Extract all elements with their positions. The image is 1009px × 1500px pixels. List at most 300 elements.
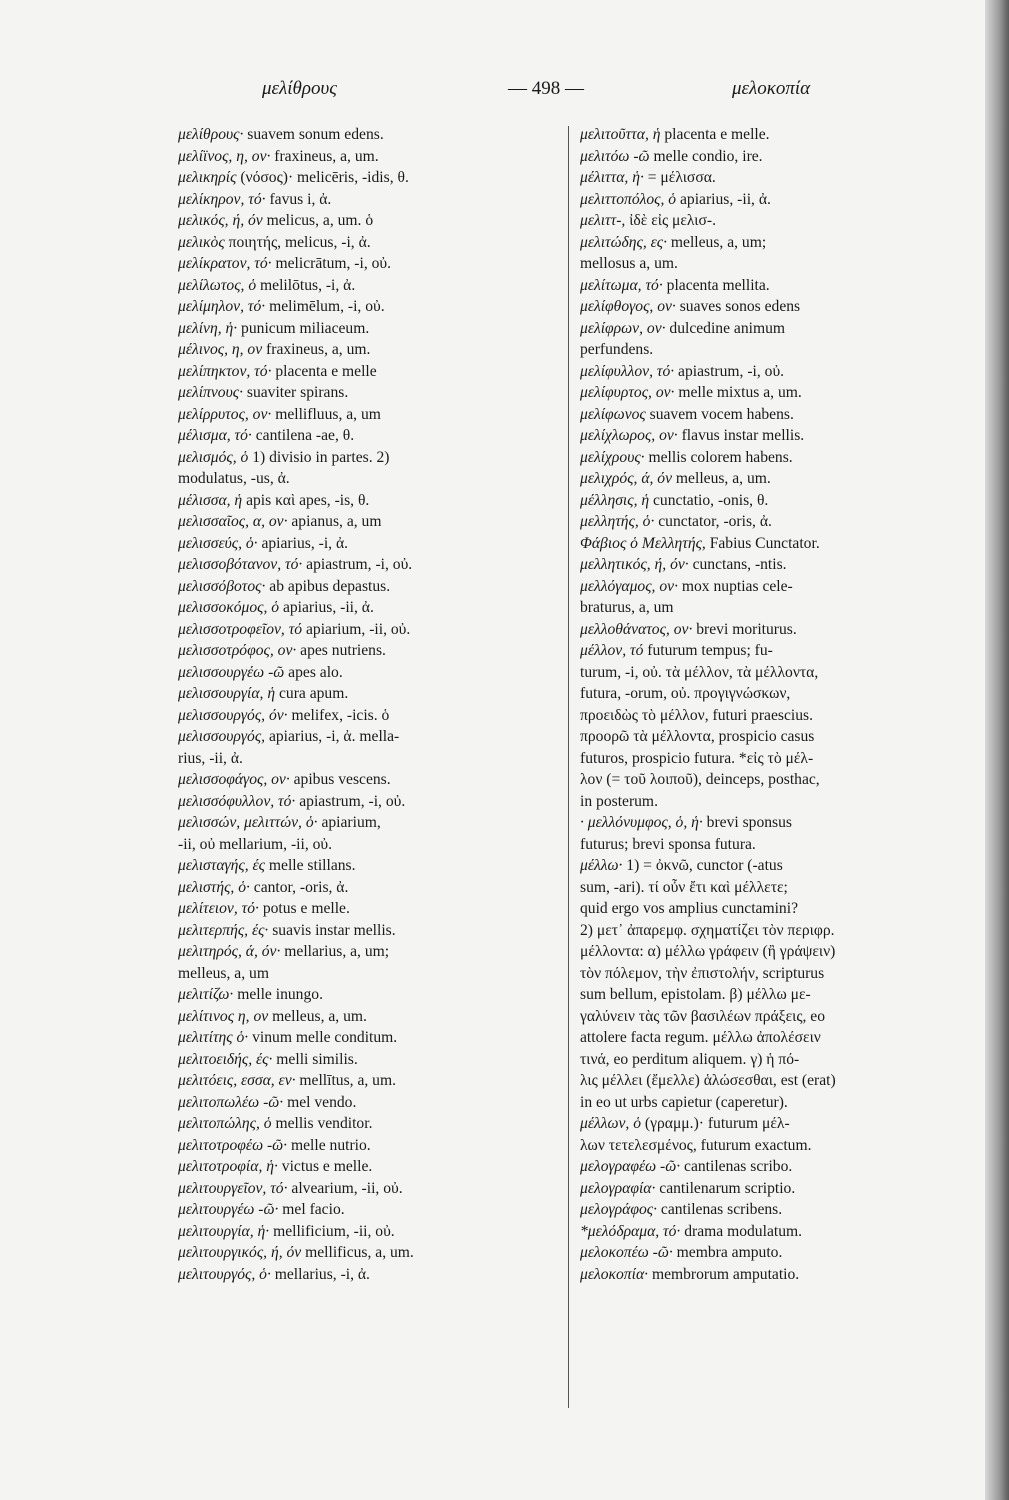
dictionary-entry-line <box>178 576 558 598</box>
right-running-headword: μελοκοπία <box>732 78 811 99</box>
entry-headword: μελιτόεις, εσσα, εν· <box>178 1072 296 1089</box>
dictionary-entry-line <box>178 382 558 404</box>
entry-definition: mellarius, -i, ἀ. <box>270 1265 370 1283</box>
entry-definition: fraxineus, a, um. <box>270 147 379 165</box>
entry-definition: cura apum. <box>275 685 349 702</box>
dictionary-entry-line <box>178 640 558 662</box>
dictionary-entry-line <box>178 748 558 770</box>
dictionary-entry-line <box>580 490 960 512</box>
entry-definition: mellarius, a, um; <box>280 943 390 960</box>
dictionary-entry-line <box>580 318 960 340</box>
dictionary-entry-line <box>178 1178 558 1200</box>
dictionary-entry-line <box>580 468 960 490</box>
dictionary-entry-line <box>178 1092 558 1114</box>
dictionary-entry-line <box>580 1113 960 1135</box>
entry-definition: cunctatio, -onis, θ. <box>649 491 769 509</box>
dictionary-entry-line <box>580 210 960 232</box>
entry-headword: μελισσόφυλλον, τό· <box>178 792 296 810</box>
dictionary-entry-line <box>178 554 558 576</box>
entry-headword: μελιτοπώλης, ὁ <box>178 1115 272 1132</box>
entry-definition: apiarius, -ii, ἀ. <box>279 599 374 616</box>
dictionary-entry-line <box>580 189 960 211</box>
entry-headword: μελλητικός, ή, όν· <box>580 556 689 573</box>
dictionary-entry-line <box>580 619 960 641</box>
dictionary-entry-line <box>580 1242 960 1264</box>
dictionary-entry-line <box>178 769 558 791</box>
dictionary-entry-line <box>580 812 960 834</box>
dictionary-entry-line <box>580 339 960 361</box>
entry-definition: cantor, -oris, ἀ. <box>249 878 349 896</box>
dictionary-entry-line <box>178 877 558 899</box>
entry-definition: melle inungo. <box>233 986 323 1003</box>
entry-headword: μελισσουργέω -ῶ <box>178 663 285 681</box>
dictionary-entry-line <box>178 318 558 340</box>
dictionary-entry-line <box>580 898 960 920</box>
entry-headword: μελισσοτρόφος, ον· <box>178 642 297 659</box>
column-divider <box>568 126 569 1408</box>
entry-definition: προορῶ τὰ μέλλοντα, prospicio casus <box>580 728 815 745</box>
entry-definition: 1) divisio in partes. 2) <box>248 448 390 466</box>
entry-headword: μελιτοῦττα, ἡ <box>580 126 661 143</box>
entry-definition: futurus; brevi sponsa futura. <box>580 835 756 853</box>
entry-definition: suavis instar mellis. <box>268 921 396 939</box>
dictionary-entry-line <box>178 447 558 469</box>
entry-definition: apes nutriens. <box>296 642 386 659</box>
dictionary-entry-line <box>580 576 960 598</box>
entry-definition: -ii, οὐ mellarium, -ii, οὐ. <box>178 835 333 853</box>
entry-definition: cantilena -ae, θ. <box>251 427 355 444</box>
entry-headword: μελιτουργικός, ή, όν <box>178 1244 302 1261</box>
dictionary-entry-line <box>178 232 558 254</box>
entry-headword: μελισσεύς, ὁ· <box>178 534 258 552</box>
entry-definition: placenta e melle. <box>660 126 770 143</box>
entry-headword: μελίτειον, τό· <box>178 900 259 917</box>
dictionary-entry-line <box>178 167 558 189</box>
entry-definition: mellītus, a, um. <box>295 1072 396 1089</box>
dictionary-entry-line <box>580 834 960 856</box>
dictionary-entry-line <box>580 769 960 791</box>
entry-headword: μελιτίτης ὁ· <box>178 1029 249 1046</box>
dictionary-entry-line <box>580 167 960 189</box>
entry-headword: μελιτουργός, ὁ· <box>178 1265 271 1283</box>
page-header <box>0 78 985 108</box>
entry-headword: μέλλων, ὁ <box>580 1115 642 1132</box>
dictionary-entry-line <box>580 662 960 684</box>
entry-definition: melicus, a, um. ὁ <box>262 212 374 229</box>
dictionary-entry-line <box>580 275 960 297</box>
dictionary-entry-line <box>580 1199 960 1221</box>
entry-headword: μελισσουργία, ἡ <box>178 685 276 702</box>
entry-definition: melleus, a, um; <box>667 233 767 251</box>
entry-definition: melle nutrio. <box>287 1136 371 1154</box>
entry-definition: potus e melle. <box>258 900 350 917</box>
dictionary-entry-line <box>178 275 558 297</box>
entry-definition: λον (= τοῦ λοιποῦ), deinceps, posthac, <box>580 771 820 788</box>
dictionary-entry-line <box>580 232 960 254</box>
dictionary-entry-line <box>178 296 558 318</box>
entry-definition: προειδὼς τὸ μέλλον, futuri praescius. <box>580 706 813 724</box>
entry-headword: μελισσών, μελιττών, ὁ· <box>178 814 318 831</box>
entry-definition: futurum tempus; fu- <box>643 642 773 659</box>
dictionary-entry-line <box>580 425 960 447</box>
entry-definition: membra amputo. <box>672 1244 783 1261</box>
entry-headword: μελίφθογος, ον· <box>580 298 676 315</box>
dictionary-entry-line <box>580 705 960 727</box>
entry-headword: μελίχλωρος, ον· <box>580 427 678 444</box>
dictionary-entry-line <box>580 1027 960 1049</box>
entry-headword: μέλισσα, ἡ <box>178 491 243 509</box>
dictionary-entry-line <box>580 920 960 942</box>
entry-definition: 1) = ὀκνῶ, cunctor (-atus <box>622 857 783 874</box>
entry-headword: μελίπηκτον, τό· <box>178 362 272 380</box>
entry-definition: victus e melle. <box>277 1158 373 1175</box>
dictionary-entry-line <box>580 941 960 963</box>
entry-definition: apibus vescens. <box>289 771 391 788</box>
entry-headword: μελίφυλλον, τό· <box>580 362 675 380</box>
entry-headword: μελιτουργέω -ῶ· <box>178 1201 279 1218</box>
dictionary-entry-line <box>178 705 558 727</box>
entry-definition: cantilenas scribo. <box>680 1158 793 1175</box>
dictionary-entry-line <box>178 791 558 813</box>
entry-headword: μελικὸς <box>178 233 225 251</box>
entry-definition: (νόσος)· melicēris, -idis, θ. <box>236 169 409 186</box>
dictionary-entry-line <box>178 920 558 942</box>
dictionary-entry-line <box>178 812 558 834</box>
entry-definition: melle stillans. <box>265 857 356 874</box>
entry-headword: μελίφυρτος, ον· <box>580 384 675 401</box>
dictionary-entry-line <box>178 898 558 920</box>
entry-headword: μελιτίζω· <box>178 986 234 1003</box>
dictionary-entry-line <box>178 619 558 641</box>
dictionary-entry-line <box>178 404 558 426</box>
entry-headword: μελισταγής, ές <box>178 857 265 874</box>
entry-headword: μελίφρων, ον· <box>580 319 666 337</box>
entry-headword: μελιχρός, ά, όν <box>580 470 673 487</box>
entry-headword: μελισσόβοτος· <box>178 577 266 595</box>
entry-definition: apiastrum, -i, οὐ. <box>295 792 406 810</box>
entry-definition: melicrātum, -i, οὐ. <box>271 255 392 272</box>
entry-definition: mellifluus, a, um <box>271 405 381 423</box>
dictionary-entry-line <box>178 210 558 232</box>
dictionary-entry-line <box>580 597 960 619</box>
dictionary-entry-line <box>580 1070 960 1092</box>
entry-definition: apiastrum, -i, οὐ. <box>302 556 413 573</box>
dictionary-entry-line <box>178 597 558 619</box>
dictionary-entry-line <box>178 189 558 211</box>
entry-definition: apianus, a, um <box>287 513 382 530</box>
entry-definition: sum, -ari). τί οὖν ἔτι καὶ μέλλετε; <box>580 878 788 896</box>
dictionary-entry-line <box>580 533 960 555</box>
entry-headword: μελίτωμα, τό· <box>580 276 663 294</box>
page-number: — 498 — <box>508 78 584 99</box>
entry-definition: rius, -ii, ἀ. <box>178 749 243 767</box>
dictionary-entry-line <box>580 1092 960 1114</box>
dictionary-entry-line <box>580 855 960 877</box>
dictionary-entry-line <box>178 683 558 705</box>
entry-headword: μελικός, ή, όν <box>178 212 263 229</box>
entry-definition: mellificus, a, um. <box>301 1244 414 1261</box>
entry-definition: apis καὶ apes, -is, θ. <box>242 491 370 509</box>
entry-headword: μέλιττα, ἡ· <box>580 169 644 186</box>
entry-definition: γαλύνειν τὰς τῶν βασιλέων πράξεις, eo <box>580 1007 826 1025</box>
entry-definition: membrorum amputatio. <box>648 1265 800 1283</box>
dictionary-entry-line <box>178 1264 558 1286</box>
dictionary-entry-line <box>178 1156 558 1178</box>
entry-definition: apiarium, -ii, οὐ. <box>302 620 411 638</box>
entry-headword: μελικηρίς <box>178 169 237 186</box>
entry-definition: ποιητής, melicus, -i, ἀ. <box>224 233 371 251</box>
entry-definition: melleus, a, um. <box>672 470 771 487</box>
entry-headword: μελισσοφάγος, ον· <box>178 771 290 788</box>
entry-headword: μελιτουργεῖον, τό· <box>178 1179 288 1197</box>
dictionary-entry-line <box>580 726 960 748</box>
entry-definition: suavem sonum edens. <box>243 126 384 143</box>
entry-definition: mox nuptias cele- <box>677 577 793 595</box>
dictionary-entry-line <box>178 146 558 168</box>
dictionary-entry-line <box>178 1242 558 1264</box>
entry-definition: futuros, prospicio futura. *εἰς τὸ μέλ- <box>580 749 814 767</box>
dictionary-entry-line <box>178 834 558 856</box>
entry-definition: ab apibus depastus. <box>265 577 391 595</box>
entry-definition: cantilenas scribens. <box>657 1201 783 1218</box>
entry-definition: placenta mellita. <box>662 276 770 294</box>
entry-definition: λων τετελεσμένος, futurum exactum. <box>580 1136 812 1154</box>
dictionary-entry-line <box>580 1006 960 1028</box>
dictionary-entry-line <box>580 361 960 383</box>
entry-definition: attolere facta regum. μέλλω ἀπολέσειν <box>580 1029 821 1046</box>
entry-definition: mellosus a, um. <box>580 255 678 272</box>
entry-definition: cantilenarum scriptio. <box>655 1179 796 1197</box>
book-spine-shadow <box>985 0 1009 1500</box>
entry-headword: μελιτοειδής, ές· <box>178 1050 273 1068</box>
entry-headword: μελισσοκόμος, ὁ <box>178 599 280 616</box>
entry-headword: μελίχρους· <box>580 448 645 466</box>
entry-definition: placenta e melle <box>271 362 377 380</box>
dictionary-entry-line <box>580 683 960 705</box>
entry-headword: μελιτηρός, ά, όν· <box>178 943 281 960</box>
dictionary-entry-line <box>580 1049 960 1071</box>
entry-definition: braturus, a, um <box>580 599 674 616</box>
entry-headword: μελιτουργία, ἡ· <box>178 1222 270 1240</box>
entry-definition: melle condio, ire. <box>649 147 763 165</box>
dictionary-entry-line <box>580 1178 960 1200</box>
entry-definition: τινά, eo perditum aliquem. γ) ἡ πό- <box>580 1050 800 1068</box>
entry-definition: suaves sonos edens <box>675 298 801 315</box>
entry-definition: alvearium, -ii, οὐ. <box>287 1179 403 1197</box>
dictionary-entry-line <box>178 941 558 963</box>
dictionary-entry-line <box>178 511 558 533</box>
dictionary-entry-line <box>178 425 558 447</box>
entry-definition: apes alo. <box>284 663 343 681</box>
entry-definition: μέλλοντα: α) μέλλω γράφειν (ἢ γράψειν) <box>580 943 836 960</box>
entry-headword: μελισμός, ὁ <box>178 448 249 466</box>
dictionary-entry-line <box>580 511 960 533</box>
entry-definition: apiarius, -i, ἀ. <box>257 534 349 552</box>
entry-headword: μελιστής, ὁ· <box>178 878 250 896</box>
entry-headword: μελιττ-, <box>580 212 626 229</box>
entry-headword: μελισσουργός, <box>178 728 266 745</box>
entry-headword: μελιτοτροφέω -ῶ· <box>178 1136 288 1154</box>
dictionary-entry-line <box>580 382 960 404</box>
entry-headword: μέλλω· <box>580 857 623 874</box>
entry-headword: μελλοθάνατος, ον· <box>580 620 693 638</box>
entry-headword: μελίθρους· <box>178 126 244 143</box>
dictionary-entry-line <box>580 124 960 146</box>
dictionary-entry-line <box>178 339 558 361</box>
entry-headword: μελισσουργός, όν· <box>178 706 288 724</box>
entry-definition: flavus instar mellis. <box>677 427 805 444</box>
dictionary-entry-line <box>178 984 558 1006</box>
entry-definition: in posterum. <box>580 792 658 810</box>
entry-definition: apiastrum, -i, οὐ. <box>674 362 785 380</box>
entry-definition: Fabius Cunctator. <box>705 534 820 552</box>
entry-definition: futura, -orum, οὐ. προγιγνώσκων, <box>580 685 791 702</box>
entry-definition: quid ergo vos amplius cunctamini? <box>580 900 798 917</box>
dictionary-entry-line <box>178 1221 558 1243</box>
dictionary-entry-line <box>178 1070 558 1092</box>
entry-headword: μελογραφέω -ῶ· <box>580 1158 681 1175</box>
entry-definition: mellificium, -ii, οὐ. <box>269 1222 395 1240</box>
entry-definition: melilōtus, -i, ἀ. <box>256 276 356 294</box>
entry-headword: μελιτοπωλέω -ῶ· <box>178 1093 284 1111</box>
entry-definition: fraxineus, a, um. <box>262 341 371 358</box>
entry-headword: μελιτόω -ῶ <box>580 147 650 165</box>
dictionary-entry-line <box>178 490 558 512</box>
entry-definition: punicum miliaceum. <box>237 319 370 337</box>
dictionary-entry-line <box>178 1135 558 1157</box>
dictionary-entry-line <box>580 748 960 770</box>
dictionary-entry-line <box>580 791 960 813</box>
entry-headword: μελισσοβότανον, τό· <box>178 556 303 573</box>
entry-definition: apiarius, -i, ἀ. mella- <box>265 728 400 745</box>
entry-headword: μελιτερπής, ές· <box>178 921 269 939</box>
entry-headword: μελισσοτροφεῖον, τό <box>178 620 303 638</box>
entry-headword: μέλλησις, ἡ <box>580 491 650 509</box>
dictionary-entry-line <box>178 1006 558 1028</box>
entry-definition: cunctator, -oris, ἀ. <box>654 513 772 530</box>
entry-headword: μελίλωτος, ὁ <box>178 276 257 294</box>
dictionary-entry-line <box>580 1264 960 1286</box>
entry-definition: mellis colorem habens. <box>644 448 793 466</box>
entry-definition: in eo ut urbs capietur (caperetur). <box>580 1093 788 1111</box>
dictionary-entry-line <box>178 726 558 748</box>
entry-headword: μελλόγαμος, ον· <box>580 577 678 595</box>
dictionary-entry-line <box>580 877 960 899</box>
dictionary-entry-line <box>580 984 960 1006</box>
entry-definition: modulatus, -us, ἀ. <box>178 470 290 487</box>
entry-definition: dulcedine animum <box>665 319 786 337</box>
entry-headword: μελίρρυτος, ον· <box>178 405 272 423</box>
dictionary-entry-line <box>178 533 558 555</box>
entry-definition: = μέλισσα. <box>643 169 716 186</box>
entry-headword: μελίτινος η, ον <box>178 1007 269 1025</box>
dictionary-entry-line <box>580 1156 960 1178</box>
dictionary-entry-line <box>178 1113 558 1135</box>
entry-headword: Φάβιος ὁ Μελλητής, <box>580 534 706 552</box>
entry-headword: μελιττοπόλος, ὁ <box>580 190 677 208</box>
entry-definition: suavem vocem habens. <box>645 405 794 423</box>
dictionary-entry-line <box>178 662 558 684</box>
entry-headword: μελλητής, ὁ· <box>580 513 655 530</box>
entry-definition: brevi sponsus <box>702 814 792 831</box>
entry-headword: μελίμηλον, τό· <box>178 298 266 315</box>
entry-definition: melle mixtus a, um. <box>674 384 802 401</box>
entry-headword: μελογράφος· <box>580 1201 657 1218</box>
dictionary-entry-line <box>178 124 558 146</box>
entry-definition: τὸν πόλεμον, τὴν ἐπιστολήν, scripturus <box>580 964 825 982</box>
dictionary-entry-line <box>178 361 558 383</box>
entry-headword: *μελόδραμα, τό· <box>580 1222 681 1240</box>
entry-definition: 2) μετ᾽ ἀπαρεμφ. σχηματίζει τὸν περιφρ. <box>580 921 835 939</box>
entry-definition: apiarius, -ii, ἀ. <box>676 190 771 208</box>
left-column <box>178 124 558 1285</box>
entry-definition: perfundens. <box>580 341 654 358</box>
dictionary-entry-line <box>178 1027 558 1049</box>
right-column <box>580 124 960 1285</box>
entry-headword: μελιτοτροφία, ἡ· <box>178 1158 278 1175</box>
entry-definition: melleus, a, um <box>178 964 269 982</box>
entry-definition: melifex, -icis. ὁ <box>287 706 390 724</box>
dictionary-entry-line <box>580 1221 960 1243</box>
entry-definition: favus i, ἀ. <box>265 190 332 208</box>
dictionary-entry-line <box>178 1049 558 1071</box>
dictionary-entry-line <box>580 963 960 985</box>
dictionary-entry-line <box>178 253 558 275</box>
entry-definition: vinum melle conditum. <box>248 1029 398 1046</box>
dictionary-entry-line <box>580 1135 960 1157</box>
entry-definition: turum, -i, οὐ. τὰ μέλλον, τὰ μέλλοντα, <box>580 663 819 681</box>
entry-headword: μελίκρατον, τό· <box>178 255 272 272</box>
dictionary-entry-line <box>580 253 960 275</box>
entry-headword: μέλινος, η, ον <box>178 341 263 358</box>
entry-headword: μελίφωνος <box>580 405 646 423</box>
entry-headword: · μελλόνυμφος, ὁ, ἡ· <box>580 814 703 831</box>
left-running-headword: μελίθρους <box>262 78 337 99</box>
entry-definition: (γραμμ.)· futurum μέλ- <box>641 1115 790 1132</box>
entry-headword: μελισσαῖος, α, ον· <box>178 513 288 530</box>
entry-definition: melli similis. <box>272 1050 358 1068</box>
entry-definition: mel vendo. <box>283 1093 357 1111</box>
dictionary-entry-line <box>580 554 960 576</box>
entry-headword: μελίκηρον, τό· <box>178 190 266 208</box>
dictionary-entry-line <box>178 963 558 985</box>
entry-definition: brevi moriturus. <box>692 620 797 638</box>
entry-definition: cunctans, -ntis. <box>688 556 787 573</box>
entry-definition: λις μέλλει (ἔμελλε) ἁλώσεσθαι, est (erat) <box>580 1072 836 1089</box>
dictionary-entry-line <box>178 468 558 490</box>
entry-definition: sum bellum, epistolam. β) μέλλω με- <box>580 986 811 1003</box>
entry-headword: μελίϊνος, η, ον· <box>178 147 271 165</box>
dictionary-entry-line <box>178 855 558 877</box>
entry-headword: μέλισμα, τό· <box>178 427 252 444</box>
entry-definition: apiarium, <box>317 814 381 831</box>
entry-headword: μελογραφία· <box>580 1179 656 1197</box>
entry-definition: melimēlum, -i, οὐ. <box>265 298 385 315</box>
dictionary-entry-line <box>580 404 960 426</box>
entry-headword: μελίπνους· <box>178 384 243 401</box>
entry-definition: drama modulatum. <box>680 1222 803 1240</box>
entry-headword: μελιτώδης, ες· <box>580 233 667 251</box>
entry-definition: mellis venditor. <box>271 1115 373 1132</box>
dictionary-entry-line <box>580 146 960 168</box>
entry-definition: ἰδὲ εἰς μελισ-. <box>625 212 716 229</box>
entry-headword: μέλλον, τό <box>580 642 644 659</box>
entry-headword: μελίνη, ἡ· <box>178 319 238 337</box>
dictionary-entry-line <box>178 1199 558 1221</box>
entry-definition: melleus, a, um. <box>268 1007 367 1025</box>
dictionary-entry-line <box>580 296 960 318</box>
dictionary-entry-line <box>580 447 960 469</box>
